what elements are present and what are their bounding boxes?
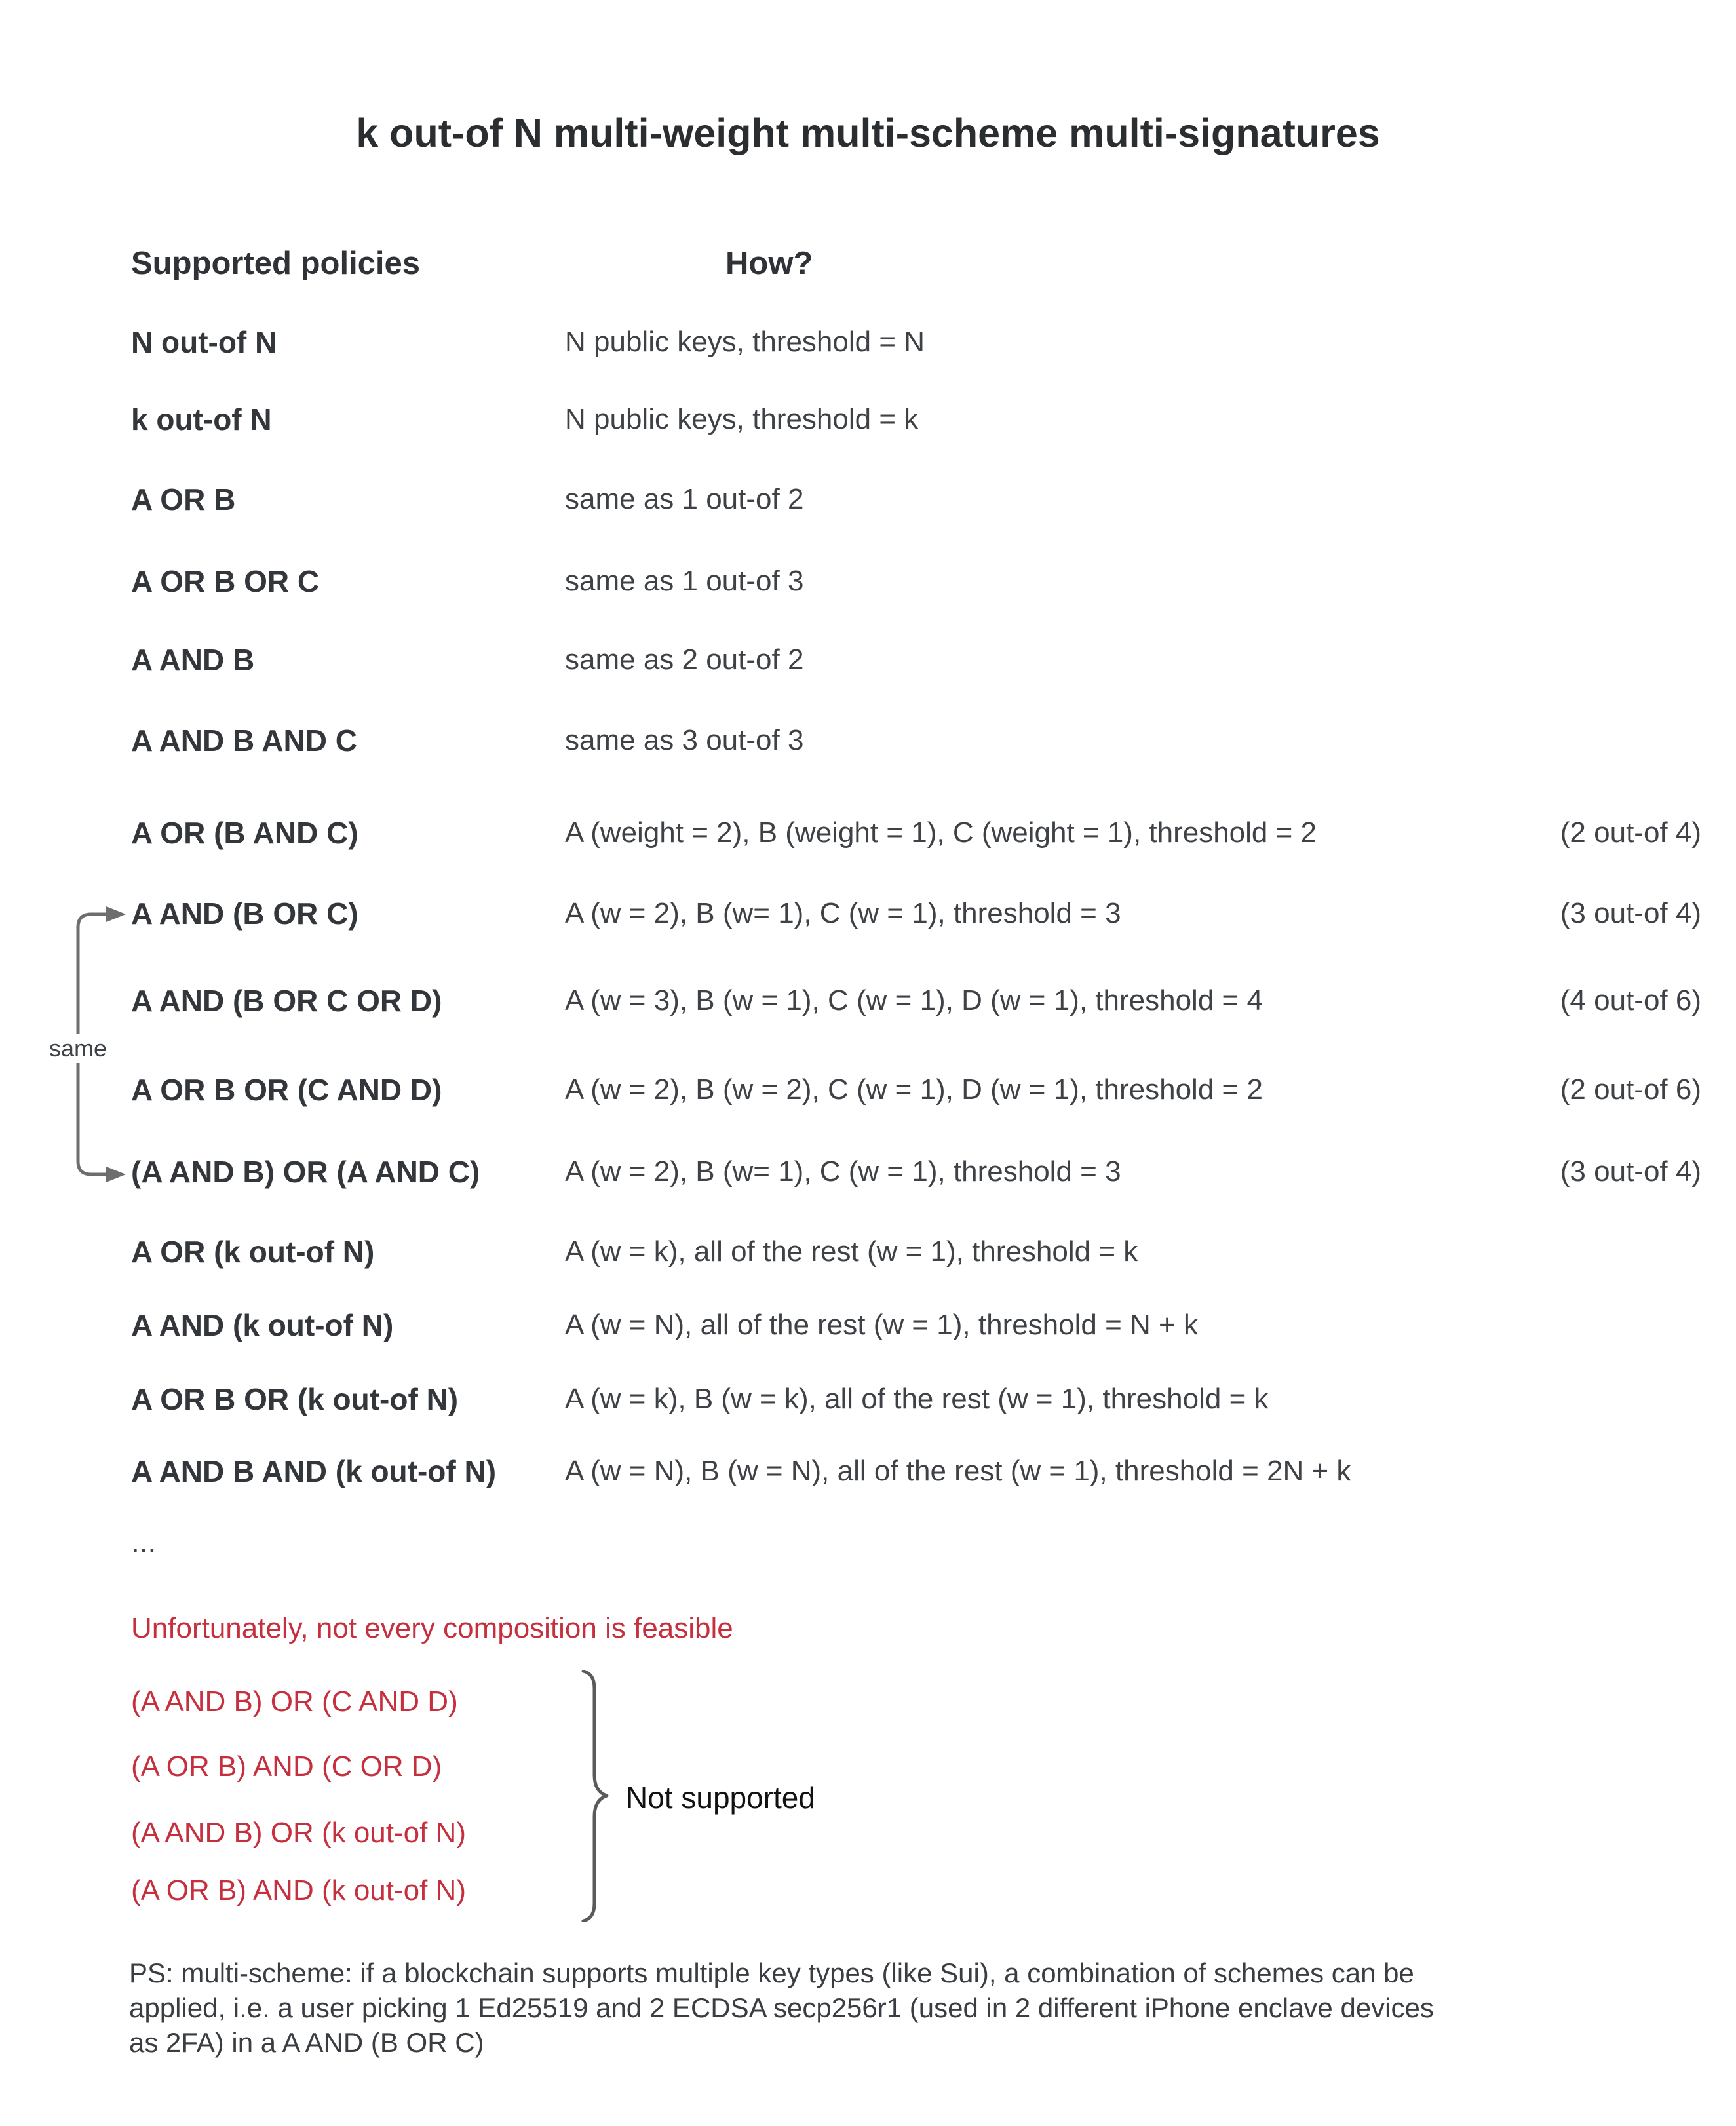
curly-brace (577, 1670, 609, 1922)
not-supported-item: (A OR B) AND (C OR D) (131, 1750, 442, 1783)
policy-cell: A AND B AND C (131, 724, 357, 758)
table-row (0, 721, 1736, 760)
table-row (0, 1152, 1736, 1191)
not-supported-item: (A OR B) AND (k out-of N) (131, 1874, 466, 1906)
how-cell: A (w = 2), B (w= 1), C (w = 1), threshold = 3 (565, 897, 1121, 929)
total-cell: (3 out-of 4) (1560, 1155, 1701, 1188)
table-row (0, 981, 1736, 1020)
table-row (0, 322, 1736, 362)
how-cell: A (weight = 2), B (weight = 1), C (weight = 1), threshold = 2 (565, 817, 1317, 849)
policy-cell: A AND (B OR C) (131, 897, 358, 931)
total-cell: (3 out-of 4) (1560, 897, 1701, 929)
policy-cell: k out-of N (131, 402, 272, 436)
policy-cell: A OR B OR (k out-of N) (131, 1382, 459, 1416)
not-supported-item: (A AND B) OR (k out-of N) (131, 1817, 466, 1849)
table-row (0, 894, 1736, 933)
policy-cell: A OR B OR (C AND D) (131, 1073, 442, 1107)
policy-cell: A AND B (131, 643, 255, 677)
page-title: k out-of N multi-weight multi-scheme multi-signatures (356, 111, 1380, 155)
policy-cell: A OR B (131, 482, 236, 516)
how-cell: A (w = k), B (w = k), all of the rest (w = 1), threshold = k (565, 1383, 1269, 1415)
ps-line: PS: multi-scheme: if a blockchain supports multiple key types (like Sui), a combination of schemes can be (129, 1958, 1414, 1988)
ps-line: applied, i.e. a user picking 1 Ed25519 and 2 ECDSA secp256r1 (used in 2 different iPhone enclave devices (129, 1992, 1434, 2023)
table-row (0, 480, 1736, 519)
how-cell: A (w = 2), B (w = 2), C (w = 1), D (w = 1), threshold = 2 (565, 1073, 1263, 1106)
how-cell: N public keys, threshold = k (565, 403, 919, 435)
total-cell: (2 out-of 6) (1560, 1073, 1701, 1106)
not-supported-item: (A AND B) OR (C AND D) (131, 1686, 458, 1718)
how-cell: same as 2 out-of 2 (565, 644, 804, 676)
not-supported-label: Not supported (626, 1781, 815, 1815)
table-row (0, 1305, 1736, 1345)
how-cell: A (w = 3), B (w = 1), C (w = 1), D (w = 1), threshold = 4 (565, 984, 1263, 1016)
policy-cell: (A AND B) OR (A AND C) (131, 1155, 480, 1189)
table-row (0, 1232, 1736, 1271)
how-cell: N public keys, threshold = N (565, 326, 925, 358)
table-row (0, 813, 1736, 853)
how-cell: same as 1 out-of 2 (565, 483, 804, 515)
column-header-policies: Supported policies (131, 246, 421, 281)
table-row (0, 1452, 1736, 1491)
policy-cell: A OR B OR C (131, 564, 320, 598)
table-row (0, 1070, 1736, 1110)
table-row (0, 640, 1736, 680)
how-cell: A (w = 2), B (w= 1), C (w = 1), threshold = 3 (565, 1155, 1121, 1188)
ellipsis-text: ... (131, 1524, 157, 1558)
how-cell: same as 1 out-of 3 (565, 565, 804, 597)
same-label: same (46, 1034, 110, 1063)
table-row (0, 400, 1736, 439)
policy-cell: N out-of N (131, 325, 277, 359)
policy-cell: A AND (B OR C OR D) (131, 984, 442, 1018)
table-row (0, 562, 1736, 601)
policy-cell: A AND B AND (k out-of N) (131, 1454, 497, 1488)
policy-cell: A AND (k out-of N) (131, 1308, 394, 1342)
total-cell: (4 out-of 6) (1560, 984, 1701, 1016)
how-cell: A (w = k), all of the rest (w = 1), threshold = k (565, 1235, 1138, 1267)
policy-cell: A OR (B AND C) (131, 816, 358, 850)
how-cell: A (w = N), all of the rest (w = 1), threshold = N + k (565, 1309, 1198, 1341)
how-cell: A (w = N), B (w = N), all of the rest (w = 1), threshold = 2N + k (565, 1455, 1351, 1487)
ps-line: as 2FA) in a A AND (B OR C) (129, 2027, 484, 2058)
table-row (0, 1380, 1736, 1419)
how-cell: same as 3 out-of 3 (565, 724, 804, 756)
total-cell: (2 out-of 4) (1560, 817, 1701, 849)
ps-footnote (129, 1956, 1434, 2060)
policy-cell: A OR (k out-of N) (131, 1235, 375, 1269)
not-feasible-heading: Unfortunately, not every composition is feasible (131, 1612, 733, 1644)
column-header-how: How? (725, 246, 813, 281)
